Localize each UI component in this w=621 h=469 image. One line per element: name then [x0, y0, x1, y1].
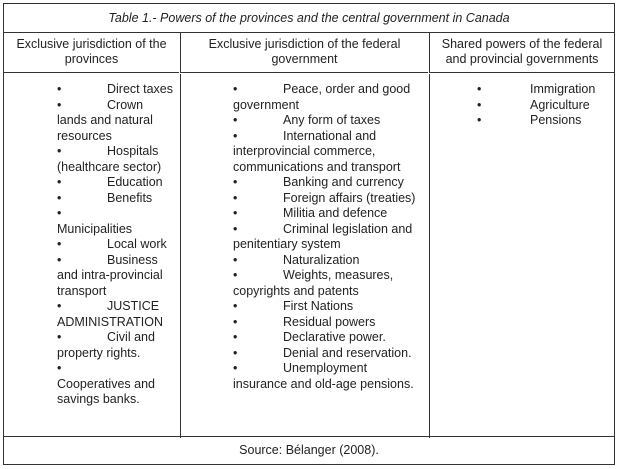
- bullet-icon: •: [233, 345, 238, 360]
- list-item-text: Peace, order and good government: [233, 82, 411, 112]
- list-item: [477, 98, 607, 114]
- list-item-text: Crown lands and natural resources: [57, 97, 153, 143]
- list-item: [233, 268, 421, 299]
- federal-list: [233, 82, 421, 392]
- list-item: [477, 82, 607, 98]
- column-provinces: [4, 74, 179, 438]
- list-item-text: Civil and property rights.: [57, 330, 155, 360]
- list-item-text: Pensions: [530, 113, 582, 127]
- bullet-icon: •: [233, 190, 238, 205]
- list-item-text: Weights, measures, copyrights and patents: [233, 268, 394, 298]
- table-source: Source: Bélanger (2008).: [4, 436, 614, 464]
- list-item: [233, 346, 421, 362]
- header-provinces: Exclusive jurisdiction of the provinces: [4, 33, 179, 73]
- bullet-icon: •: [233, 268, 238, 282]
- list-item: [57, 330, 175, 361]
- bullet-icon: •: [233, 252, 238, 267]
- list-item-text: Hospitals (healthcare sector): [57, 144, 162, 174]
- list-item-text: Naturalization: [283, 252, 360, 267]
- bullet-icon: •: [233, 221, 238, 236]
- list-item-text: First Nations: [283, 299, 354, 313]
- list-item-text: Foreign affairs (treaties): [283, 190, 416, 205]
- bullet-icon: •: [233, 330, 238, 344]
- list-item-text: Criminal legislation and penitentiary system: [233, 221, 413, 251]
- column-federal: [180, 74, 428, 438]
- list-item: [57, 206, 175, 237]
- list-item: [233, 206, 421, 222]
- list-item-text: Education: [107, 175, 163, 189]
- bullet-icon: •: [57, 206, 62, 220]
- list-item: [233, 315, 421, 331]
- column-shared: [429, 74, 614, 438]
- bullet-icon: •: [57, 97, 62, 112]
- list-item-text: International and interprovincial commerce, communications and transport: [233, 128, 401, 174]
- list-item-text: Residual powers: [283, 314, 376, 329]
- bullet-icon: •: [233, 314, 238, 329]
- list-item: [57, 299, 175, 330]
- bullet-icon: •: [57, 190, 62, 205]
- list-item-text: Banking and currency: [283, 175, 404, 189]
- list-item-text: Any form of taxes: [283, 113, 381, 127]
- list-item: [57, 361, 175, 408]
- header-shared: Shared powers of the federal and provincial governments: [429, 33, 614, 73]
- bullet-icon: •: [57, 361, 62, 375]
- bullet-icon: •: [477, 113, 482, 127]
- list-item: [233, 175, 421, 191]
- provinces-list: [57, 82, 175, 408]
- list-item: [57, 191, 175, 207]
- list-item-text: Immigration: [530, 82, 596, 96]
- list-item-text: Local work: [107, 237, 167, 251]
- list-item: [233, 361, 421, 392]
- list-item-text: Benefits: [107, 190, 153, 205]
- bullet-icon: •: [233, 299, 238, 313]
- list-item: [233, 113, 421, 129]
- list-item-text: Direct taxes: [107, 82, 173, 96]
- bullet-icon: •: [477, 82, 482, 96]
- bullet-icon: •: [57, 82, 62, 96]
- list-item: [57, 253, 175, 300]
- list-item-text: Municipalities: [57, 221, 133, 236]
- bullet-icon: •: [233, 361, 238, 375]
- bullet-icon: •: [57, 330, 62, 344]
- bullet-icon: •: [57, 252, 62, 267]
- bullet-icon: •: [233, 206, 238, 220]
- list-item-text: JUSTICE ADMINISTRATION: [57, 299, 164, 329]
- bullet-icon: •: [57, 144, 62, 158]
- list-item-text: Unemployment insurance and old-age pensions.: [233, 361, 414, 391]
- list-item: [233, 82, 421, 113]
- table-title: Table 1.- Powers of the provinces and the central government in Canada: [4, 4, 614, 33]
- shared-list: [477, 82, 607, 129]
- list-item: [233, 129, 421, 176]
- list-item-text: Agriculture: [530, 97, 590, 112]
- bullet-icon: •: [57, 299, 62, 313]
- list-item: [57, 144, 175, 175]
- bullet-icon: •: [233, 82, 238, 96]
- list-item: [57, 237, 175, 253]
- list-item: [477, 113, 607, 129]
- list-item: [57, 175, 175, 191]
- list-item: [233, 330, 421, 346]
- list-item: [233, 191, 421, 207]
- list-item: [233, 253, 421, 269]
- list-item: [57, 82, 175, 98]
- bullet-icon: •: [233, 175, 238, 189]
- list-item-text: Denial and reservation.: [283, 345, 412, 360]
- list-item: [233, 299, 421, 315]
- powers-table: [3, 3, 615, 465]
- bullet-icon: •: [233, 113, 238, 127]
- list-item: [233, 222, 421, 253]
- list-item-text: Business and intra-provincial transport: [57, 252, 163, 298]
- bullet-icon: •: [57, 175, 62, 189]
- list-item-text: Militia and defence: [283, 206, 388, 220]
- list-item-text: Cooperatives and savings banks.: [57, 376, 155, 406]
- header-federal: Exclusive jurisdiction of the federal government: [180, 33, 428, 73]
- bullet-icon: •: [477, 97, 482, 112]
- list-item: [57, 98, 175, 145]
- bullet-icon: •: [233, 128, 238, 143]
- list-item-text: Declarative power.: [283, 330, 386, 344]
- bullet-icon: •: [57, 237, 62, 251]
